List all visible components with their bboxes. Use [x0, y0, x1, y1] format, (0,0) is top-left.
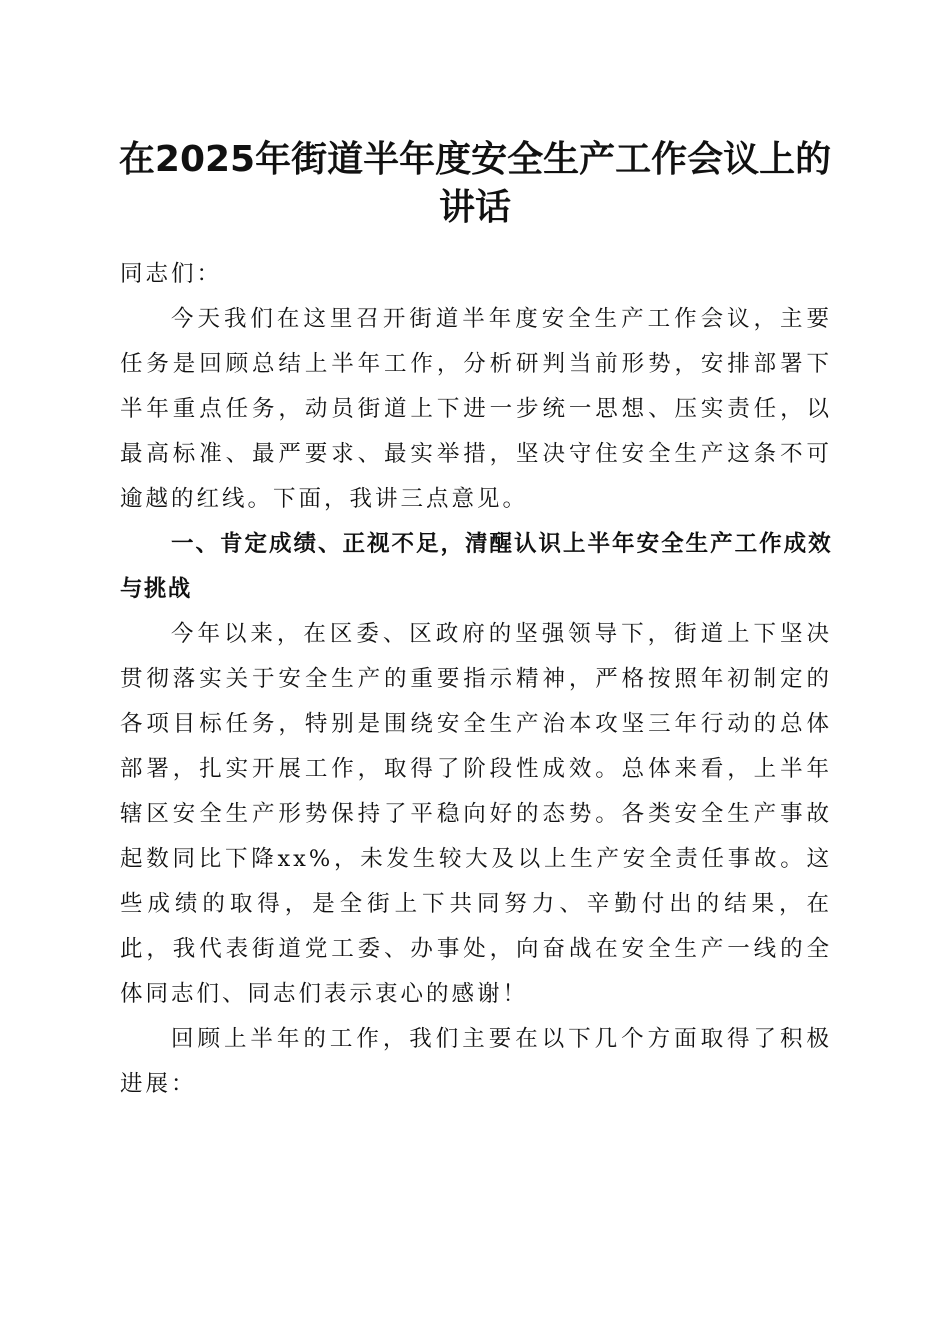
title-line-2: 讲话: [438, 187, 511, 228]
paragraph-review: 回顾上半年的工作，我们主要在以下几个方面取得了积极进展：: [120, 1026, 832, 1097]
paragraph-intro: 今天我们在这里召开街道半年度安全生产工作会议，主要任务是回顾总结上半年工作，分析研判当前形势，安排部署下半年重点任务，动员街道上下进一步统一思想、压实责任，以最高标准、最严要求、最实举措，坚决守住安全生产这条不可逾越的红线。下面，我讲三点意见。: [120, 306, 832, 512]
paragraph-achievements: 今年以来，在区委、区政府的坚强领导下，街道上下坚决贯彻落实关于安全生产的重要指示精神，严格按照年初制定的各项目标任务，特别是围绕安全生产治本攻坚三年行动的总体部署，扎实开展工作，取得了阶段性成效。总体来看，上半年辖区安全生产形势保持了平稳向好的态势。各类安全生产事故起数同比下降xx%，未发生较大及以上生产安全责任事故。这些成绩的取得，是全街上下共同努力、辛勤付出的结果，在此，我代表街道党工委、办事处，向奋战在安全生产一线的全体同志们、同志们表示衷心的感谢！: [120, 621, 832, 1007]
section-heading-1: 一、肯定成绩、正视不足，清醒认识上半年安全生产工作成效与挑战: [120, 531, 832, 602]
title-line-1: 在2025年街道半年度安全生产工作会议上的: [118, 139, 832, 180]
salutation: 同志们：: [120, 261, 223, 287]
document-body: [120, 252, 832, 1107]
document-title: [100, 136, 850, 232]
